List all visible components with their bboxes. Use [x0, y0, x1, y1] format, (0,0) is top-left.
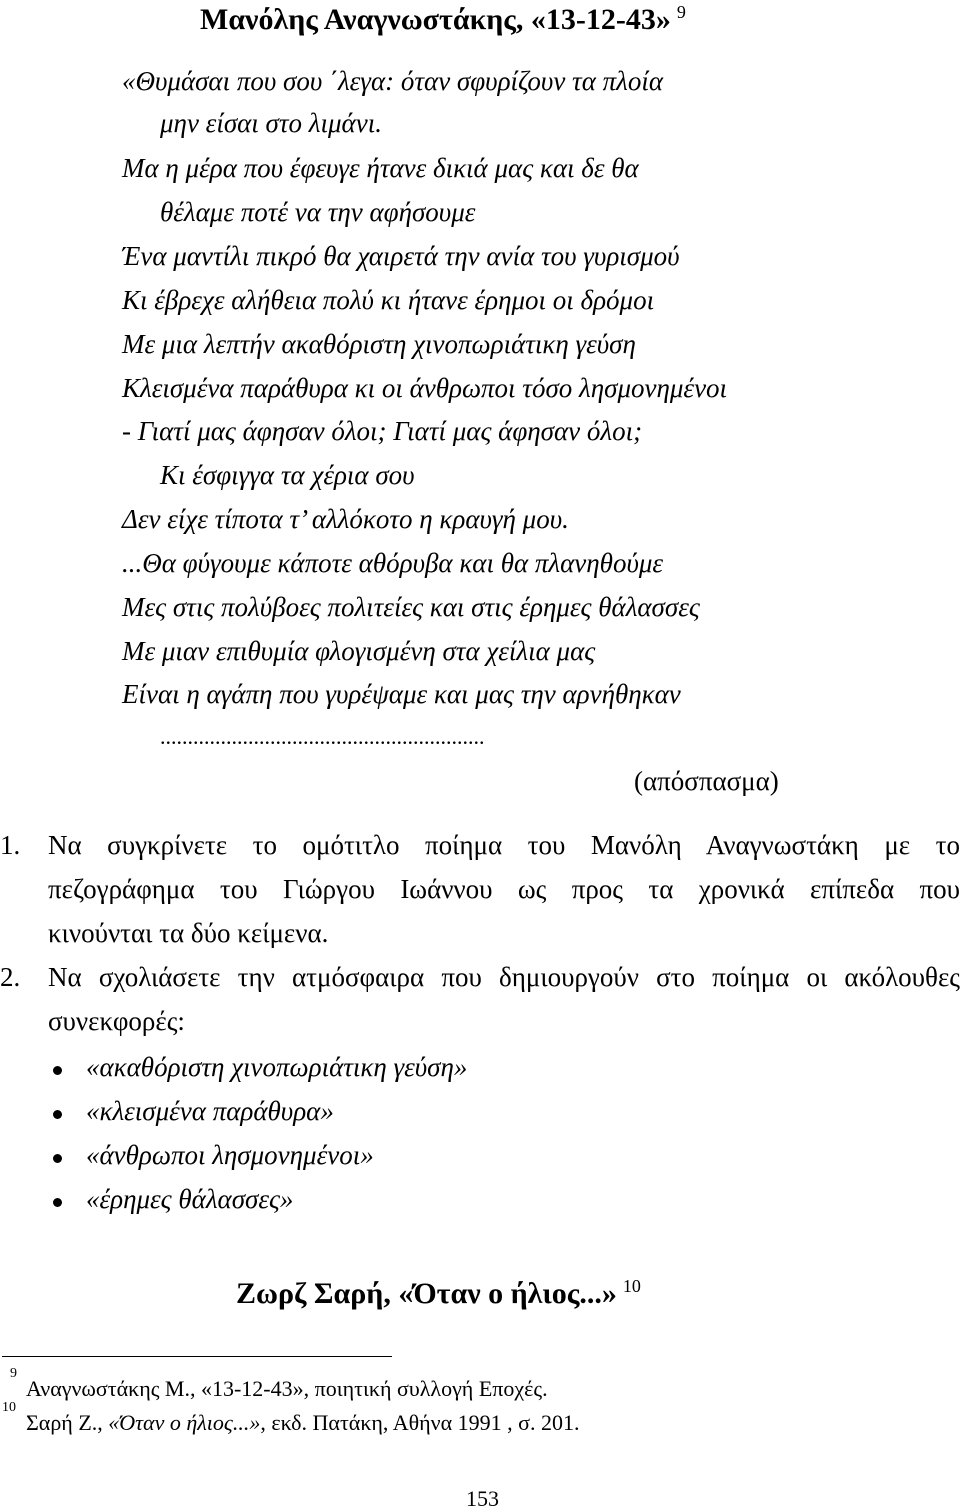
- question-2-line-1: [0, 962, 960, 993]
- bullet-item: «έρημες θάλασσες»: [86, 1184, 294, 1214]
- section-title-sari: [236, 1276, 641, 1311]
- section-title-anagnostakis: [200, 2, 686, 37]
- bullet-item: «κλεισμένα παράθυρα»: [86, 1096, 334, 1126]
- question-2-line-2: συνεκφορές:: [48, 1006, 185, 1036]
- footnote-10-author: Σαρή Ζ.,: [26, 1410, 109, 1435]
- question-1-line-1: [0, 830, 960, 861]
- bullet-icon: [53, 1110, 62, 1119]
- poem-line: Δεν είχε τίποτα τ’ αλλόκοτο η κραυγή μου.: [122, 504, 569, 534]
- poem-line: θέλαμε ποτέ να την αφήσουμε: [160, 197, 476, 227]
- footnote-10-title: «Όταν ο ήλιος...»: [108, 1410, 261, 1435]
- poem-line: Είναι η αγάπη που γυρέψαμε και μας την αρνήθηκαν: [122, 679, 681, 709]
- page-number: 153: [466, 1486, 499, 1511]
- footnote-number: 10: [2, 1400, 16, 1415]
- question-text: Να συγκρίνετε το ομότιτλο ποίημα του Μανόλη Αναγνωστάκη με το: [48, 830, 960, 860]
- poem-line: μην είσαι στο λιμάνι.: [160, 108, 382, 138]
- poem-line: Μες στις πολύβοες πολιτείες και στις έρημες θάλασσες: [122, 592, 700, 622]
- bullet-item: «άνθρωποι λησμονημένοι»: [86, 1140, 374, 1170]
- poem-line: Με μιαν επιθυμία φλογισμένη στα χείλια μας: [122, 636, 596, 666]
- poem-line: Κι έσφιγγα τα χέρια σου: [160, 460, 415, 490]
- poem-line: - Γιατί μας άφησαν όλοι; Γιατί μας άφησαν όλοι;: [122, 416, 643, 446]
- poem-line: Κι έβρεχε αλήθεια πολύ κι ήτανε έρημοι οι δρόμοι: [122, 285, 655, 315]
- bullet-item: «ακαθόριστη χινοπωριάτικη γεύση»: [86, 1052, 468, 1082]
- bullet-icon: [53, 1154, 62, 1163]
- poem-line: Κλεισμένα παράθυρα κι οι άνθρωποι τόσο λησμονημένοι: [122, 373, 728, 403]
- footnote-separator: [2, 1356, 392, 1357]
- footnote-ref-10: 10: [622, 1276, 641, 1296]
- poem-line: Ένα μαντίλι πικρό θα χαιρετά την ανία του γυρισμού: [122, 241, 680, 271]
- footnote-9-text: Αναγνωστάκης Μ., «13-12-43», ποιητική συλλογή Εποχές.: [26, 1376, 548, 1401]
- footnote-10-publisher: , εκδ. Πατάκη, Αθήνα 1991 , σ. 201.: [260, 1410, 580, 1435]
- section-title-text: Ζωρζ Σαρή, «Όταν ο ήλιος...»: [236, 1277, 617, 1310]
- section-title-text: Μανόλης Αναγνωστάκης, «13-12-43»: [200, 3, 671, 36]
- excerpt-note: (απόσπασμα): [634, 766, 779, 796]
- footnote-ref-9: 9: [676, 2, 686, 22]
- poem-line: Με μια λεπτήν ακαθόριστη χινοπωριάτικη γεύση: [122, 329, 636, 359]
- question-number: 2.: [0, 962, 21, 992]
- poem-line: ...Θα φύγουμε κάποτε αθόρυβα και θα πλανηθούμε: [122, 548, 664, 578]
- question-text: Να σχολιάσετε την ατμόσφαιρα που δημιουργούν στο ποίημα οι ακόλουθες: [48, 962, 960, 992]
- question-1-line-3: κινούνται τα δύο κείμενα.: [48, 918, 329, 948]
- footnote-number: 9: [10, 1366, 17, 1381]
- footnote-10-text: [26, 1410, 579, 1436]
- poem-ellipsis: ...........................................................: [160, 724, 485, 749]
- question-number: 1.: [0, 830, 21, 860]
- question-1-line-2: πεζογράφημα του Γιώργου Ιωάννου ως προς τα χρονικά επίπεδα που: [48, 874, 960, 904]
- poem-line: «Θυμάσαι που σου ΄λεγα: όταν σφυρίζουν τα πλοία: [122, 66, 664, 96]
- poem-line: Μα η μέρα που έφευγε ήτανε δικιά μας και δε θα: [122, 153, 639, 183]
- bullet-icon: [53, 1198, 62, 1207]
- bullet-icon: [53, 1066, 62, 1075]
